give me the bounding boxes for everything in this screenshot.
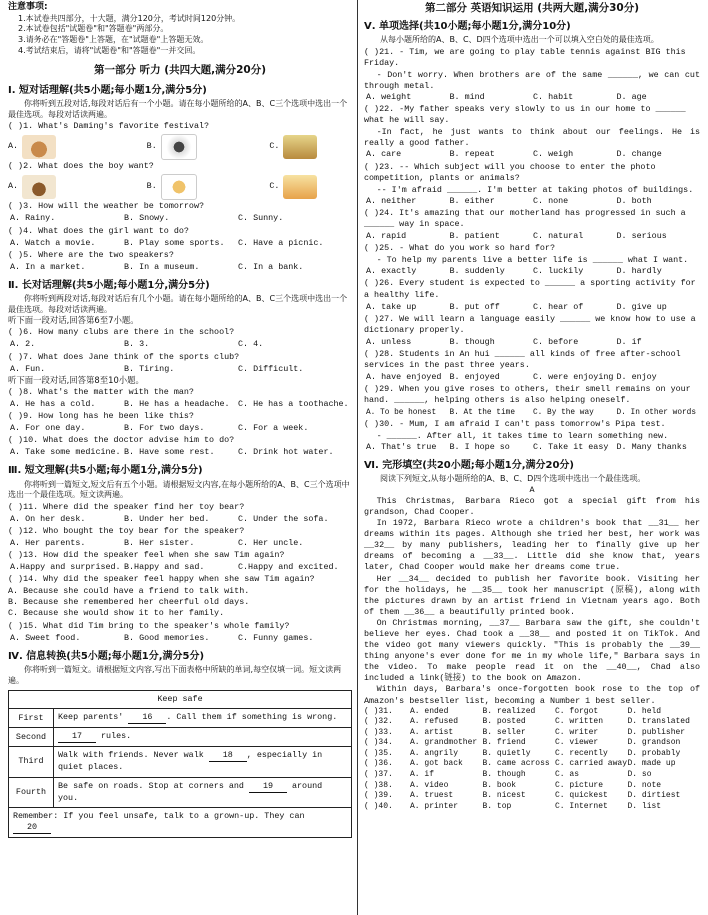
- table-row: [9, 728, 352, 747]
- row-head: Fourth: [9, 777, 54, 807]
- option: D. publisher: [627, 727, 686, 737]
- option: D. probably: [627, 748, 681, 758]
- row-head: Second: [9, 728, 54, 747]
- option: B. Have some rest.: [124, 447, 215, 458]
- question-5: ( )5. Where are the two speakers?: [8, 249, 174, 260]
- cloze-question: [364, 770, 700, 781]
- answer-blank[interactable]: 16: [128, 712, 166, 724]
- section5-title: Ⅴ. 单项选择(共10小题;每小题1分,满分10分): [364, 20, 571, 32]
- option: C. written: [555, 717, 604, 727]
- option: C. quickest: [555, 791, 608, 801]
- question-number: ( )31.: [364, 706, 393, 716]
- table-row: [9, 709, 352, 728]
- option: A. weight: [366, 91, 412, 102]
- question-22: ( )22. -My father speaks very slowly to us in our home to ______ what he will say.: [364, 104, 686, 126]
- option: D. if: [616, 336, 642, 347]
- question-8-options: [8, 399, 352, 410]
- table-title: Keep safe: [9, 691, 352, 709]
- cloze-question: [364, 781, 700, 792]
- option: A. 2.: [10, 339, 36, 350]
- option: A. unless: [366, 336, 412, 347]
- option-a-label: A.: [8, 141, 19, 152]
- option: A. Fun.: [10, 363, 46, 374]
- option: D. translated: [627, 717, 690, 727]
- table-row: [9, 807, 352, 837]
- passage-paragraph: On Christmas morning, __37__ Barbara saw the gift, she couldn't believe her eyes. Chad took a __38__ and posted it on TikTok. And the video got many viewers quickly. "This is probably the __39__ thing anyone's ever done for me in my whole life," Barbara says in the video. To make people read it on the __40__, Chad also included a link(链接) to the book on Amazon.: [364, 617, 700, 684]
- row-head: Third: [9, 747, 54, 777]
- question-21-reply: - Don't worry. When brothers are of the same ______, we can cut through metal.: [364, 69, 700, 91]
- table-row: [9, 777, 352, 807]
- option: B. quietly: [482, 748, 531, 758]
- question-9: ( )9. How long has he been like this?: [8, 410, 194, 421]
- question-number: ( )38.: [364, 780, 393, 790]
- passage-paragraph: Her __34__ decided to publish her favorite book. Visiting her for the holidays, he __35__ took her manuscript (原稿), along with the pictures drawn by an artist friend in Vietnam years ago. Both of them __36__ a beautifully printed book.: [364, 573, 700, 617]
- question-13-options: [8, 562, 352, 573]
- question-24-options: [364, 231, 700, 242]
- option: C. picture: [555, 780, 604, 790]
- right-column: [364, 2, 700, 812]
- option-a-label: A.: [8, 181, 19, 192]
- option: C. Because she would show it to her family.: [8, 608, 225, 619]
- section1-title: Ⅰ. 短对话理解(共5小题;每小题1分,满分5分): [8, 84, 207, 96]
- option: A. if: [410, 769, 435, 779]
- option: C. 4.: [238, 339, 264, 350]
- section6-instructions: 阅读下列短文,从每小题所给的A、B、C、D四个选项中选出一个最佳选项。: [380, 474, 646, 484]
- option: A. refused: [410, 717, 459, 727]
- option: B. Because she remembered her cheerful old days.: [8, 597, 250, 608]
- question-25-options: [364, 266, 700, 277]
- option: C. writer: [555, 727, 599, 737]
- option: B. He has a headache.: [124, 398, 230, 409]
- option: A. printer: [410, 801, 459, 811]
- option: B.Happy and sad.: [124, 562, 205, 573]
- option: C. habit: [533, 91, 574, 102]
- question-21-options: [364, 92, 700, 103]
- notice-line: 2.本试卷包括"试题卷"和"答题卷"两部分。: [18, 24, 169, 34]
- passage-paragraph: This Christmas, Barbara Rieco got a special gift from his grandson, Chad Cooper.: [364, 495, 700, 517]
- dialogue-lead: 听下面一段对话,回答第8至10小题。: [8, 374, 144, 385]
- option: A. That's true: [366, 441, 437, 452]
- question-25-reply: - To help my parents live a better life is ______ what I want.: [376, 255, 689, 266]
- question-15: ( )15. What did Tim bring to the speaker's whole family?: [8, 620, 290, 631]
- option: B. mind: [449, 91, 485, 102]
- question-26-options: [364, 302, 700, 313]
- row-text: around you.: [58, 780, 323, 803]
- option: C. natural: [533, 231, 584, 242]
- question-8: ( )8. What's the matter with the man?: [8, 386, 194, 397]
- question-12: ( )12. Who bought the toy bear for the speaker?: [8, 525, 245, 536]
- option: B. seller: [482, 727, 526, 737]
- row-text: . Call them if something is wrong.: [166, 712, 338, 723]
- option: D. both: [616, 195, 652, 206]
- question-23-options: [364, 196, 700, 207]
- option: A. On her desk.: [10, 513, 86, 524]
- option: B. At the time: [449, 408, 516, 417]
- option-c-label: C.: [269, 181, 280, 192]
- answer-blank[interactable]: 18: [209, 750, 247, 762]
- option: A. angrily: [410, 748, 459, 758]
- question-2: ( )2. What does the boy want?: [8, 161, 154, 172]
- question-4-options: [8, 238, 352, 249]
- option: C. Drink hot water.: [238, 447, 334, 458]
- question-number: ( )32.: [364, 717, 393, 727]
- option: C. weigh: [533, 149, 574, 160]
- option: D. enjoy: [616, 372, 657, 383]
- table-row: [9, 747, 352, 777]
- row-text: rules.: [96, 731, 132, 742]
- section1-instructions: 你将听到五段对话,每段对话后有一个小题。请在每小题所给的A、B、C三个选项中选出一个最佳选项。每段对话读两遍。: [8, 99, 348, 119]
- option-b-label: B.: [146, 141, 157, 152]
- option: B. posted: [482, 717, 526, 727]
- option: B. Play some sports.: [124, 237, 225, 248]
- question-5-options: [8, 262, 352, 273]
- option: C. Funny games.: [238, 632, 314, 643]
- option: D. In other words: [616, 408, 697, 417]
- row-text: Be safe on roads. Stop at corners and: [58, 780, 249, 791]
- notice-line: 4.考试结束后，请将"试题卷"和"答题卷"一并交回。: [18, 45, 201, 55]
- question-22-reply: -In fact, he just wants to think about our feelings. He is really a good father.: [364, 127, 700, 149]
- section4-instructions: 你将听到一篇短文。请根据短文内容,写出下面表格中所缺的单词,每空仅填一词。短文读两遍。: [8, 664, 342, 685]
- option: C. as: [555, 769, 580, 779]
- row-head: First: [9, 709, 54, 728]
- question-number: ( )33.: [364, 727, 393, 737]
- answer-blank[interactable]: 19: [249, 781, 287, 793]
- food-picture-c: [283, 175, 317, 199]
- option: A. Sweet food.: [10, 632, 81, 643]
- option: A. care: [366, 149, 402, 160]
- option: B. though: [449, 336, 495, 347]
- question-28: ( )28. Students in An hui ______ all kinds of free after-school services in the past three years.: [364, 349, 681, 371]
- question-number: ( )34.: [364, 738, 393, 748]
- option: B. Snowy.: [124, 213, 170, 224]
- cloze-question: [364, 728, 700, 739]
- question-7: ( )7. What does Jane think of the sports club?: [8, 351, 240, 362]
- option: A. artist: [410, 727, 454, 737]
- option: A. Her parents.: [10, 537, 86, 548]
- food-picture-a: [22, 175, 56, 199]
- question-number: ( )37.: [364, 769, 393, 779]
- option: C. Internet: [555, 801, 608, 811]
- question-9-options: [8, 423, 352, 434]
- cloze-options: [364, 707, 700, 812]
- option: C. recently: [555, 748, 608, 758]
- question-30-options: [364, 442, 700, 453]
- option: B. suddenly: [449, 266, 505, 277]
- question-22-options: [364, 149, 700, 160]
- question-4: ( )4. What does the girl want to do?: [8, 225, 189, 236]
- option: B. I hope so: [449, 441, 510, 452]
- option: B. For two days.: [124, 423, 205, 434]
- question-number: ( )39.: [364, 791, 393, 801]
- option: A. For one day.: [10, 423, 86, 434]
- option: B. repeat: [449, 149, 495, 160]
- option: A. To be honest: [366, 408, 437, 417]
- option: B. either: [449, 195, 495, 206]
- row-content: [54, 777, 352, 807]
- option: D. held: [627, 706, 662, 716]
- option: B. nicest: [482, 791, 526, 801]
- option: C. Difficult.: [238, 363, 304, 374]
- option: C. forgot: [555, 706, 599, 716]
- question-1-pictures: [8, 133, 352, 160]
- cloze-question: [364, 707, 700, 718]
- option: D. dirtiest: [627, 791, 681, 801]
- keep-safe-table: [8, 690, 352, 838]
- festival-picture-b: [161, 134, 197, 160]
- option: B. came across: [482, 759, 550, 769]
- cloze-question: [364, 749, 700, 760]
- option: B. In a museum.: [124, 261, 200, 272]
- option-c-label: C.: [269, 141, 280, 152]
- option: C. viewer: [555, 738, 599, 748]
- option: B. patient: [449, 231, 500, 242]
- remember-text: Remember: If you feel unsafe, talk to a grown-up. They can: [13, 810, 305, 821]
- cloze-question: [364, 759, 700, 770]
- question-27-options: [364, 337, 700, 348]
- cloze-question: [364, 717, 700, 728]
- option: C. For a week.: [238, 423, 309, 434]
- option: A. Rainy.: [10, 213, 56, 224]
- question-30: ( )30. - Mum, I am afraid I can't pass tomorrow's Pipa test.: [364, 418, 666, 429]
- question-27: ( )27. We will learn a language easily ______ we know how to use a dictionary properly.: [364, 313, 696, 335]
- part1-title: 第一部分 听力 (共四大题,满分20分): [93, 64, 266, 77]
- option: C. He has a toothache.: [238, 398, 349, 409]
- option: A. have enjoyed: [366, 372, 442, 383]
- option: A. video: [410, 780, 449, 790]
- option: B. Under her bed.: [124, 513, 210, 524]
- question-12-options: [8, 538, 352, 549]
- option: D. list: [627, 801, 662, 811]
- option: A. ended: [410, 706, 449, 716]
- option: D. so: [627, 769, 652, 779]
- option: B. realized: [482, 706, 536, 716]
- option: C. Take it easy: [533, 441, 609, 452]
- question-11-options: [8, 514, 352, 525]
- option: C. were enjoying: [533, 372, 614, 383]
- option: C. In a bank.: [238, 261, 304, 272]
- remember-row: [9, 807, 352, 837]
- option: B. though: [482, 769, 526, 779]
- cloze-question: [364, 791, 700, 802]
- option: A. neither: [366, 195, 417, 206]
- festival-picture-c: [283, 135, 317, 159]
- question-10-options: [8, 447, 352, 458]
- question-number: ( )36.: [364, 759, 393, 769]
- option: A. take up: [366, 301, 417, 312]
- option: C. carried away: [555, 759, 628, 769]
- option: A. rapid: [366, 231, 407, 242]
- option: B. Her sister.: [124, 537, 195, 548]
- question-3: ( )3. How will the weather be tomorrow?: [8, 201, 205, 212]
- question-number: ( )40.: [364, 801, 393, 811]
- row-content: [54, 709, 352, 728]
- question-29: ( )29. When you give roses to others, their smell remains on your hand. ______, helping others is also helping oneself.: [364, 384, 691, 406]
- answer-blank[interactable]: 20: [13, 822, 51, 834]
- option: D. hardly: [616, 266, 662, 277]
- option: C. Sunny.: [238, 213, 284, 224]
- option: C. luckily: [533, 266, 584, 277]
- option: A. In a market.: [10, 261, 86, 272]
- option: B. top: [482, 801, 512, 811]
- question-2-pictures: [8, 173, 352, 200]
- section5-instructions: 从每小题所给的A、B、C、D四个选项中选出一个可以填入空白处的最佳选项。: [380, 35, 659, 45]
- option: A. He has a cold.: [10, 398, 96, 409]
- question-26: ( )26. Every student is expected to ______ a sporting activity for a healthy life.: [364, 278, 696, 300]
- option: D. grandson: [627, 738, 681, 748]
- column-divider: [357, 0, 358, 915]
- question-15-options: [8, 633, 352, 644]
- passage-paragraph: In 1972, Barbara Rieco wrote a children's book that __31__ her dreams within its pages. Although she tried her best, her work was __32__ by many publishers, leading her to finally give up her dreams of becoming a __33__. Little did she know that, years later, Chad Cooper would make her dreams come true.: [364, 518, 700, 573]
- option: B. Tiring.: [124, 363, 175, 374]
- festival-picture-a: [22, 135, 56, 159]
- section2-title: Ⅱ. 长对话理解(共5小题;每小题1分,满分5分): [8, 279, 210, 291]
- row-text: , especially in quiet places.: [58, 750, 323, 773]
- question-23: ( )23. -- Which subject will you choose to enter the photo competition, plants or animals?: [364, 161, 656, 183]
- section6-title: Ⅵ. 完形填空(共20小题;每小题1分,满分20分): [364, 460, 574, 472]
- option: C. Under the sofa.: [238, 513, 329, 524]
- row-text: Keep parents': [58, 712, 129, 723]
- section3-instructions: 你将听到一篇短文,短文后有五个小题。请根据短文内容,在每小题所给的A、B、C三个选项中选出一个最佳选项。短文读两遍。: [8, 479, 350, 500]
- notice-line: 3.请务必在"答题卷"上答题，在"试题卷"上答题无效。: [18, 34, 209, 44]
- row-content: [54, 728, 352, 747]
- option: B. book: [482, 780, 517, 790]
- option: A. exactly: [366, 266, 417, 277]
- option: B. put off: [449, 301, 500, 312]
- section2-instructions: 你将听到两段对话,每段对话后有几个小题。请在每小题所给的A、B、C三个选项中选出一个最佳选项。每段对话读两遍。: [8, 294, 348, 314]
- dialogue-lead: 听下面一段对话,回答第6至7小题。: [8, 315, 139, 326]
- option: A. grandmother: [410, 738, 478, 748]
- cloze-question: [364, 738, 700, 749]
- passage-paragraph: Within days, Barbara's once-forgotten book rose to the top of Amazon's bestseller list, becoming a Number 1 best seller.: [364, 684, 700, 706]
- option: B. Good memories.: [124, 632, 210, 643]
- notice-line: 1.本试卷共四部分，十大题，满分120分，考试时间120分钟。: [18, 13, 241, 23]
- option: C. Have a picnic.: [238, 237, 324, 248]
- option: A.Happy and surprised.: [10, 562, 121, 573]
- question-28-options: [364, 372, 700, 383]
- option: B. friend: [482, 738, 526, 748]
- question-14: ( )14. Why did the speaker feel happy when she saw Tim again?: [8, 574, 315, 585]
- option: C. Her uncle.: [238, 537, 304, 548]
- question-11: ( )11. Where did the speaker find her toy bear?: [8, 501, 245, 512]
- part2-title: 第二部分 英语知识运用 (共两大题,满分30分): [424, 2, 639, 14]
- cloze-question: [364, 802, 700, 813]
- row-text: Walk with friends. Never walk: [58, 750, 209, 761]
- option: A. Take some medicine.: [10, 447, 121, 458]
- question-29-options: [364, 408, 700, 418]
- row-content: [54, 747, 352, 777]
- option: D. made up: [627, 759, 676, 769]
- option: D. give up: [616, 301, 667, 312]
- passage-label: A: [529, 484, 535, 495]
- option: C. none: [533, 195, 569, 206]
- question-3-options: [8, 213, 352, 224]
- section4-title: Ⅳ. 信息转换(共5小题;每小题1分,满分5分): [8, 650, 205, 662]
- question-23-reply: -- I'm afraid ______. I'm better at taking photos of buildings.: [376, 184, 694, 195]
- option: D. note: [627, 780, 662, 790]
- question-30-reply: - ______. After all, it takes time to learn something new.: [376, 430, 669, 441]
- option: A. got back: [410, 759, 463, 769]
- question-25: ( )25. - What do you work so hard for?: [364, 243, 555, 254]
- option: C.Happy and excited.: [238, 562, 339, 573]
- question-1: ( )1. What's Daming's favorite festival?: [8, 121, 210, 132]
- option: D. change: [616, 149, 662, 160]
- option: A. Because she could have a friend to talk with.: [8, 586, 250, 597]
- option-b-label: B.: [146, 181, 157, 192]
- question-7-options: [8, 364, 352, 375]
- food-picture-b: [161, 174, 197, 200]
- left-column: [8, 2, 352, 838]
- option: C. hear of: [533, 301, 584, 312]
- question-6: ( )6. How many clubs are there in the school?: [8, 327, 235, 338]
- option: A. Watch a movie.: [10, 237, 96, 248]
- question-21: ( )21. - Tim, we are going to play table tennis against BIG this Friday.: [364, 46, 686, 68]
- option: A. truest: [410, 791, 454, 801]
- question-24: ( )24. It's amazing that our motherland has progressed in such a ______ way in space.: [364, 207, 686, 229]
- option: C. By the way: [533, 408, 594, 417]
- answer-blank[interactable]: 17: [58, 731, 96, 743]
- question-number: ( )35.: [364, 748, 393, 758]
- notice-title: 注意事项:: [8, 2, 48, 12]
- question-6-options: [8, 339, 352, 350]
- option: D. age: [616, 91, 647, 102]
- option: D. Many thanks: [616, 441, 687, 452]
- option: D. serious: [616, 231, 667, 242]
- option: B. enjoyed: [449, 372, 500, 383]
- option: C. before: [533, 336, 579, 347]
- section3-title: Ⅲ. 短文理解(共5小题;每小题1分,满分5分): [8, 465, 203, 477]
- question-13: ( )13. How did the speaker feel when she saw Tim again?: [8, 550, 285, 561]
- question-10: ( )10. What does the doctor advise him to do?: [8, 435, 235, 446]
- option: B. 3.: [124, 339, 150, 350]
